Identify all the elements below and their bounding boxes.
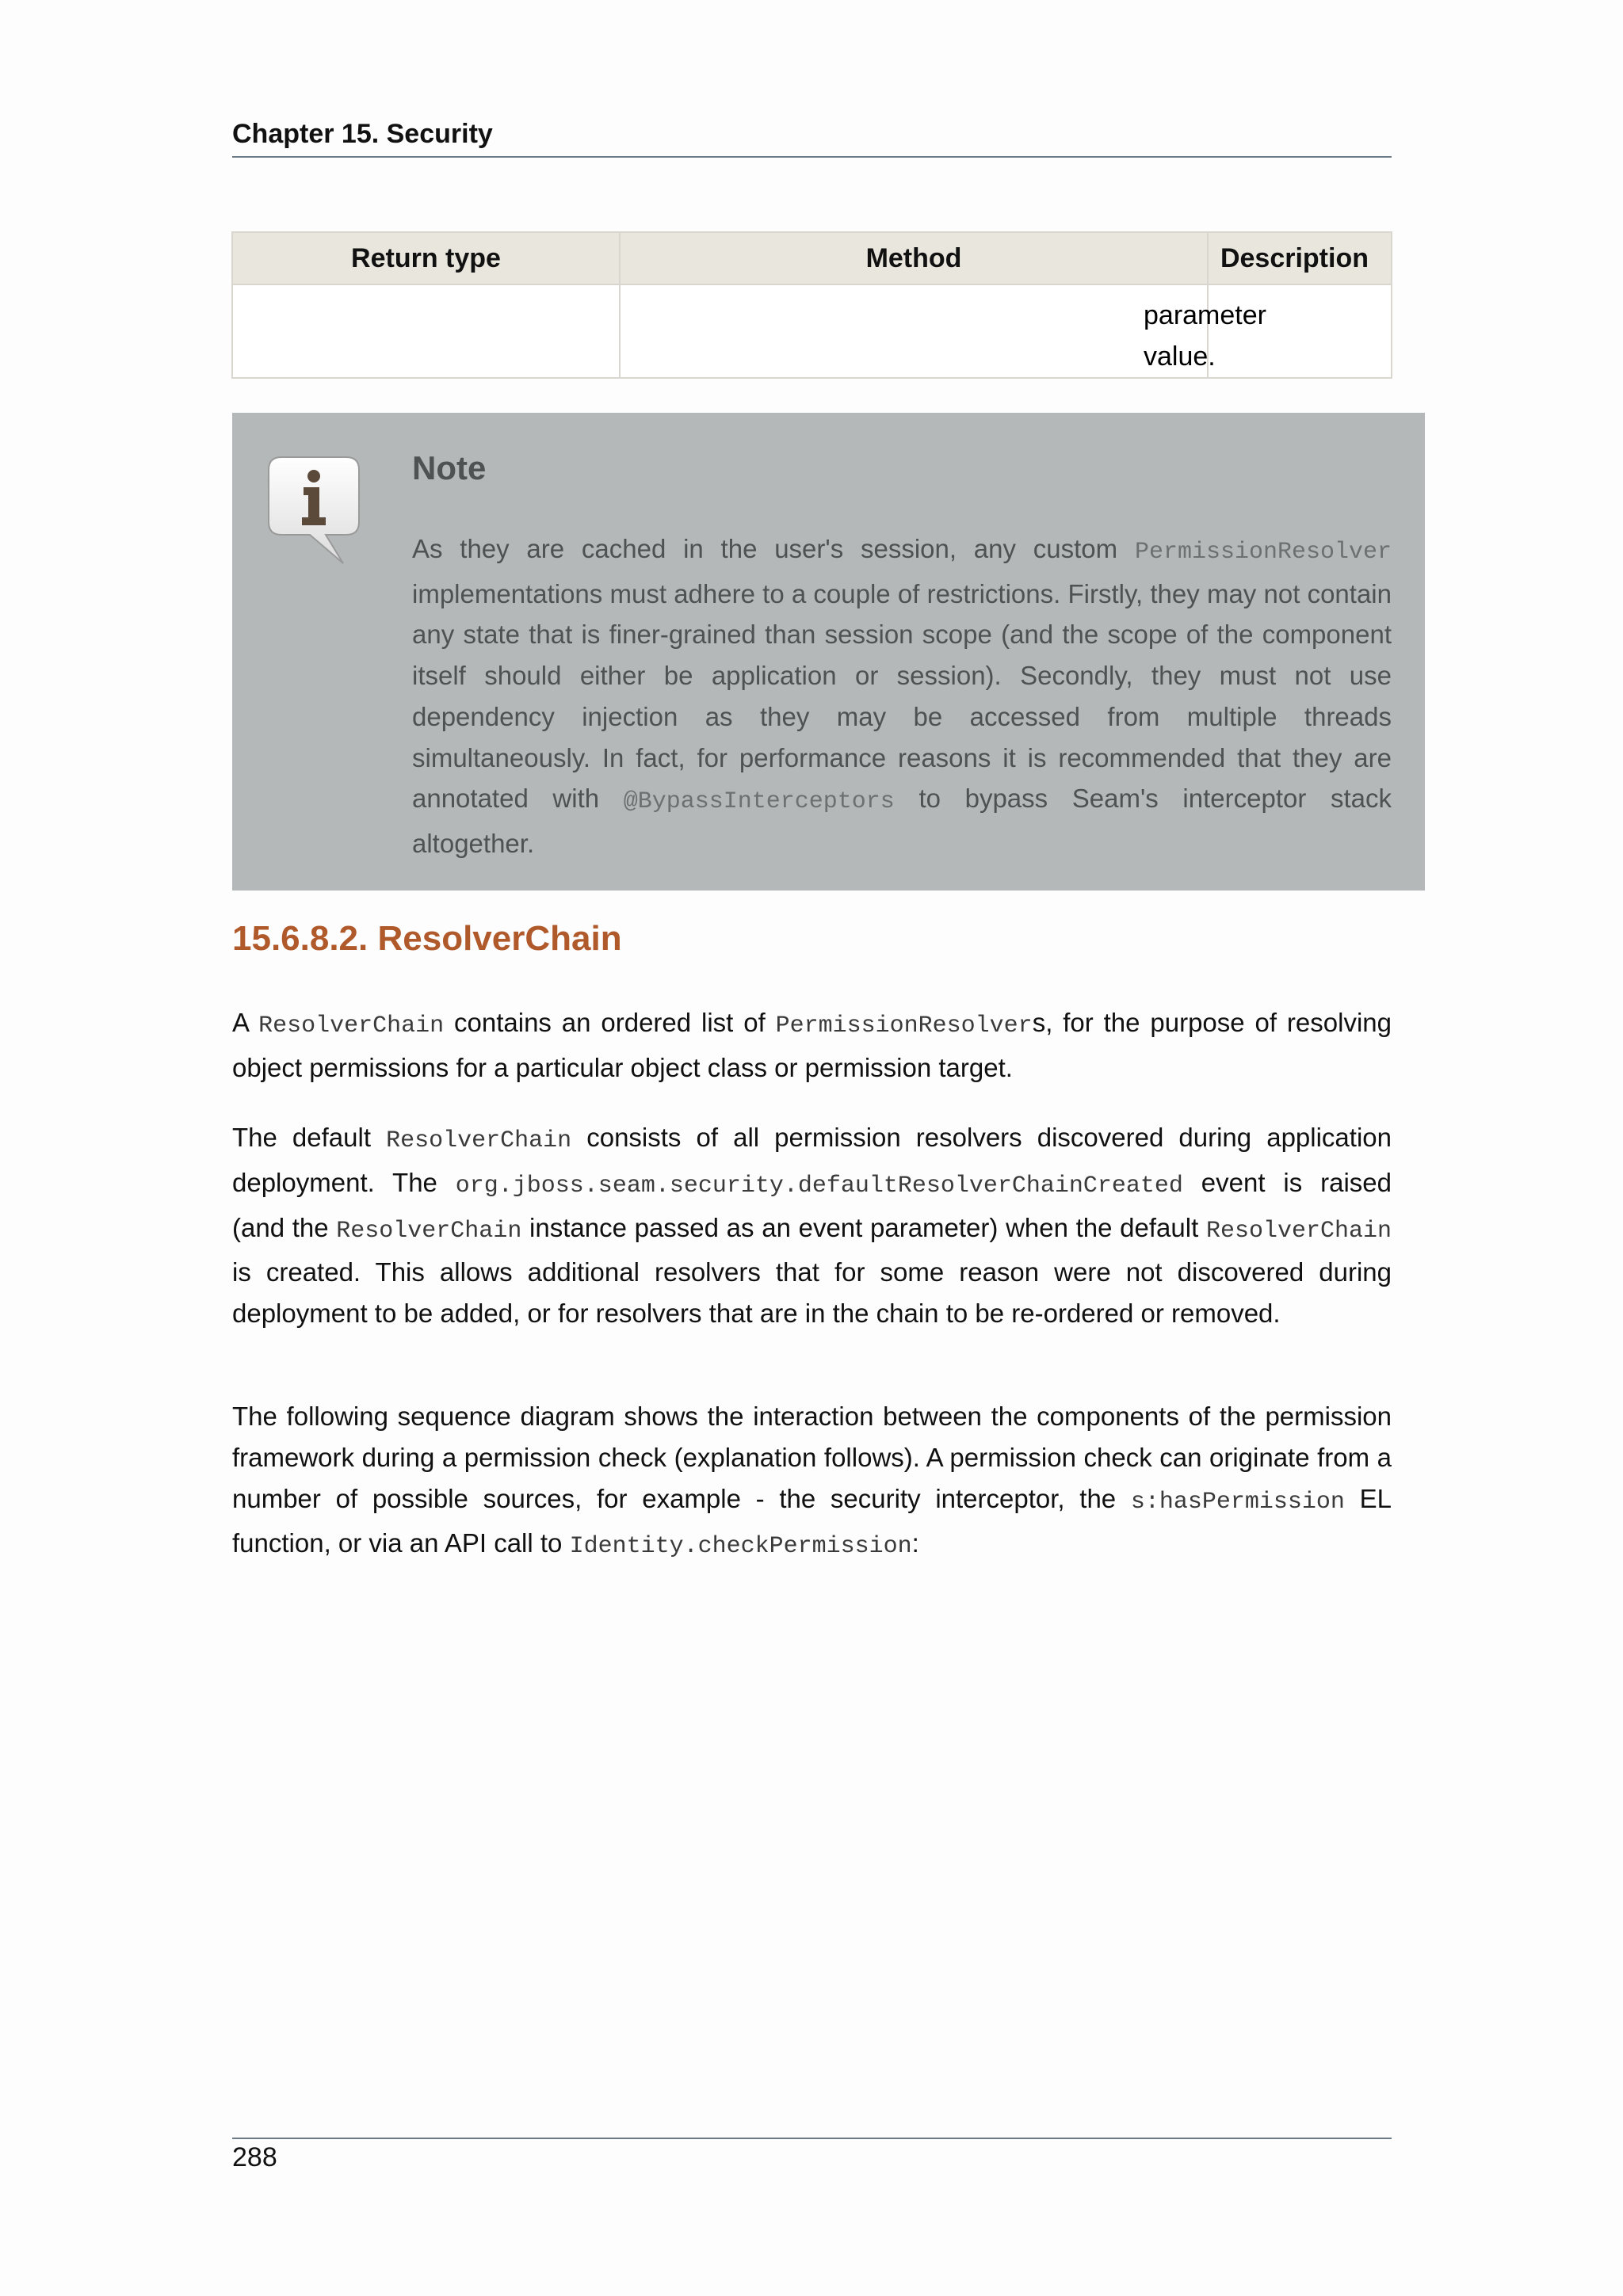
- paragraph: [232, 1117, 1392, 1334]
- column-header-description: Description: [1208, 232, 1392, 284]
- inline-code: org.jboss.seam.security.defaultResolverChainCreated: [455, 1172, 1183, 1199]
- inline-code: s:hasPermission: [1130, 1488, 1345, 1516]
- description-text: parameter value.: [1144, 300, 1266, 372]
- text-run: :: [911, 1528, 919, 1558]
- paragraph: [232, 1396, 1392, 1568]
- note-admonition: [232, 413, 1425, 891]
- table-header-row: [232, 232, 1392, 284]
- text-run: The following sequence diagram shows the interaction between the components of the permission framework during a permission check (explanation follows). A permission check can originate from a number of possible sources, for example - the security interceptor, the: [232, 1402, 1392, 1513]
- chapter-header: Chapter 15. Security: [232, 119, 493, 149]
- text-run: s, for the purpose of resolving object permissions for a particular object class or permission target.: [232, 1008, 1392, 1082]
- method-cell: [620, 284, 1208, 378]
- note-body: [412, 528, 1392, 864]
- footer-divider: [232, 2138, 1392, 2139]
- text-run: The default: [232, 1123, 387, 1152]
- text-run: contains an ordered list of: [444, 1008, 776, 1037]
- note-title: Note: [412, 449, 487, 486]
- text-run: event is raised (and the: [232, 1167, 1392, 1242]
- column-header-method: Method: [620, 232, 1208, 284]
- inline-code: PermissionResolver: [1134, 539, 1392, 566]
- description-cell: [1144, 284, 1392, 378]
- text-run: instance passed as an event parameter) when the default: [521, 1212, 1206, 1242]
- return-type-cell: [232, 284, 620, 378]
- text-run: to bypass Seam's interceptor stack altogether.: [412, 784, 1392, 858]
- inline-code: ResolverChain: [258, 1013, 445, 1039]
- text-run: As they are cached in the user's session, any custom: [412, 534, 1135, 563]
- header-divider: [232, 156, 1392, 158]
- text-run: EL function, or via an API call to: [232, 1483, 1392, 1558]
- text-run: consists of all permission resolvers discovered during application deployment. The: [232, 1123, 1392, 1197]
- methods-table: [231, 231, 1392, 379]
- info-icon: [264, 452, 364, 571]
- inline-code: ResolverChain: [1205, 1217, 1392, 1245]
- paragraph: [232, 1002, 1392, 1089]
- inline-code: Identity.checkPermission: [569, 1533, 912, 1561]
- column-header-return-type: Return type: [232, 232, 620, 284]
- inline-code: ResolverChain: [386, 1127, 572, 1154]
- text-run: implementations must adhere to a couple of restrictions. Firstly, they may not contain any state that is finer-grained than session scope (and the scope of the component itself should either be application or session). Secondly, they must not use dependency injection as they may be accessed from multiple threads simultaneously. In fact, for performance reasons it is recommended that they are annotated with: [412, 578, 1392, 814]
- inline-code: @BypassInterceptors: [623, 788, 895, 816]
- page-number: 288: [232, 2142, 277, 2172]
- inline-code: ResolverChain: [336, 1217, 522, 1245]
- section-title: 15.6.8.2. ResolverChain: [232, 919, 622, 958]
- table-row: [232, 284, 1392, 378]
- inline-code: PermissionResolver: [775, 1013, 1033, 1039]
- text-run: A: [232, 1008, 259, 1037]
- text-run: is created. This allows additional resolvers that for some reason were not discovered during deployment to be added, or for resolvers that are in the chain to be re-ordered or removed.: [232, 1257, 1392, 1329]
